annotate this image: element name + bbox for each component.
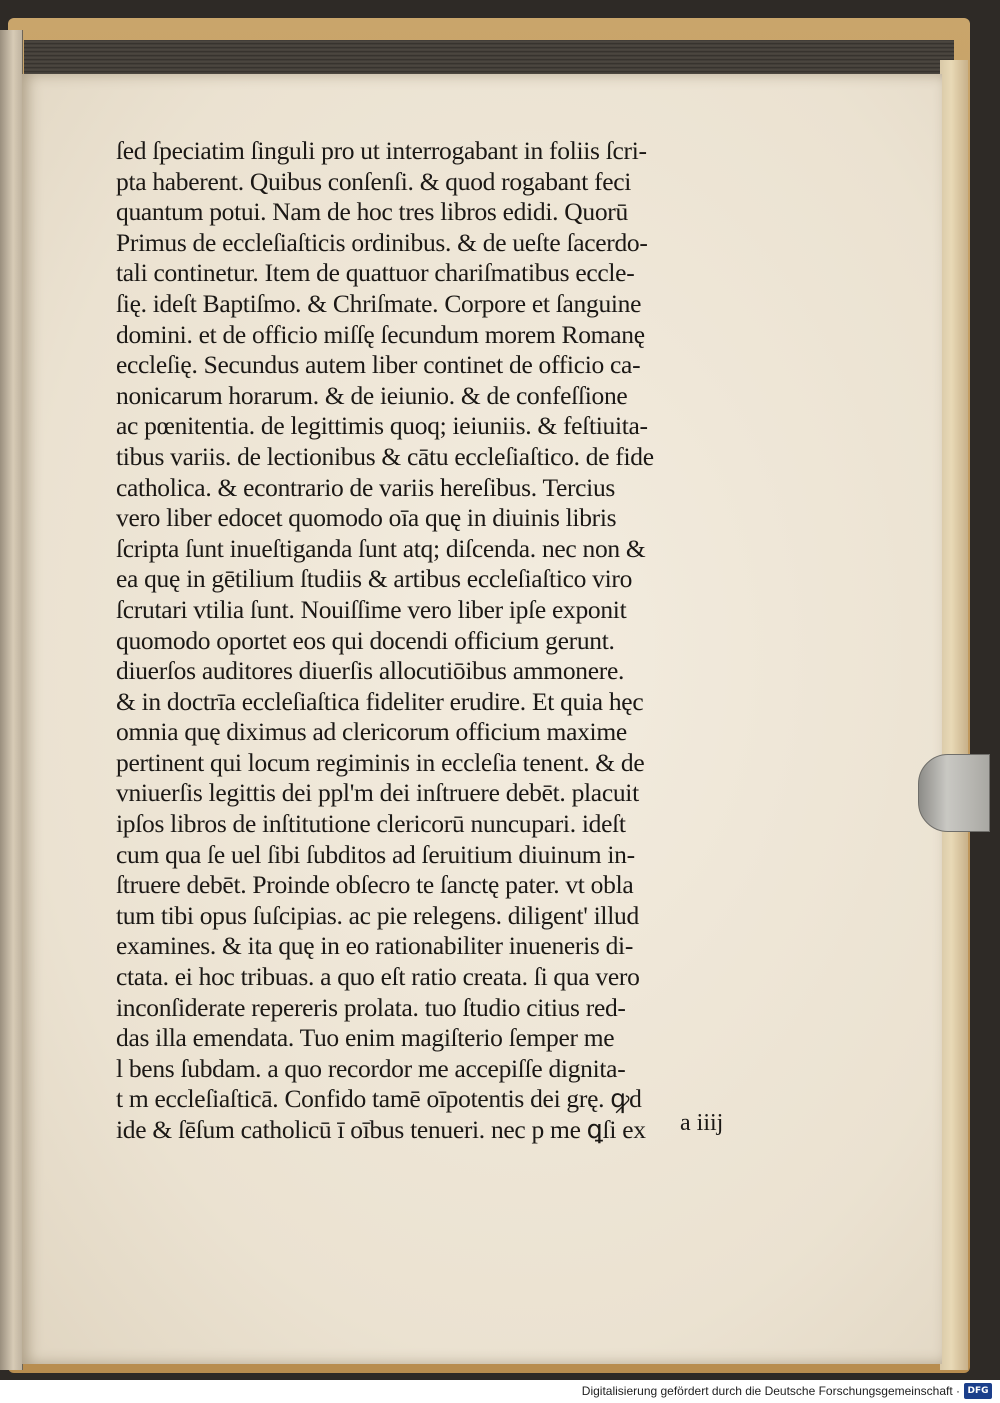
text-line: Primus de eccleſiaſticis ordinibus. & de ueſte ſacerdo- (116, 227, 648, 257)
text-line: quomodo oportet eos qui docendi officium gerunt. (116, 625, 615, 655)
text-line: omnia quę diximus ad clericorum officium maxime (116, 717, 627, 747)
text-line: catholica. & econtrario de variis hereſibus. Tercius (116, 472, 616, 502)
text-line: ide & ſēſum catholicū ī oībus tenueri. nec p me ꝗſi ex (116, 1115, 646, 1144)
text-line: ctata. ei hoc tribuas. a quo eſt ratio creata. ſi qua vero (116, 962, 640, 992)
text-line: ea quę in gētilium ſtudiis & artibus eccleſiaſtico viro (116, 564, 633, 594)
text-line: examines. & ita quę in eo rationabiliter inueneris di- (116, 931, 634, 961)
text-line: ſtruere debēt. Proinde obſecro te ſanctę pater. vt obla (116, 870, 634, 900)
text-line: nonicarum horarum. & de ieiunio. & de confeſſione (116, 380, 628, 410)
text-line: das illa emendata. Tuo enim magiſterio ſemper me (116, 1023, 615, 1053)
footer-bar (0, 1380, 1000, 1403)
text-line: ipſos libros de inſtitutione clericorū nuncupari. ideſt (116, 809, 626, 839)
signature-mark: a iiij (680, 1110, 724, 1136)
text-line: domini. et de officio miſſę ſecundum morem Romanę (116, 319, 645, 349)
text-line: ſed ſpeciatim ſinguli pro ut interrogabant in foliis ſcri- (116, 136, 647, 165)
text-line: ſcrutari vtilia ſunt. Nouiſſime vero liber ipſe exponit (116, 594, 627, 624)
text-line: ſię. ideſt Baptiſmo. & Chriſmate. Corpore et ſanguine (116, 288, 642, 318)
text-line: eccleſię. Secundus autem liber continet de officio ca- (116, 350, 641, 380)
text-line: tum tibi opus ſuſcipias. ac pie relegens. diligent' illud (116, 900, 639, 930)
fore-edge (940, 60, 968, 1370)
text-line: vero liber edocet quomodo oīa quę in diuinis libris (116, 503, 617, 533)
text-line: tali continetur. Item de quattuor chariſmatibus eccle- (116, 258, 635, 288)
text-line: l bens ſubdam. a quo recordor me accepiſſe dignita- (116, 1053, 626, 1083)
text-line: ac pœnitentia. de legittimis quoq; ieiuniis. & feſtiuita- (116, 411, 648, 441)
body-text (116, 136, 766, 1146)
text-line: pta haberent. Quibus conſenſi. & quod rogabant feci (116, 166, 632, 196)
text-line: diuerſos auditores diuerſis allocutiōibus ammonere. (116, 656, 625, 686)
text-line: vniuerſis legittis dei ppl'm dei inſtruere debēt. placuit (116, 778, 639, 808)
text-line: quantum potui. Nam de hoc tres libros edidi. Quorū (116, 197, 628, 227)
text-line: t m eccleſiaſticā. Confido tamē oīpotentis dei grę. ꝙd (116, 1084, 642, 1114)
previous-page-edge (0, 30, 23, 1370)
footer-credit: Digitalisierung gefördert durch die Deutsche Forschungsgemeinschaft · (581, 1384, 960, 1398)
text-line: & in doctrīa eccleſiaſtica fideliter erudire. Et quia hęc (116, 686, 644, 716)
text-line: ſcripta ſunt inueſtiganda ſunt atq; diſcenda. nec non & (116, 533, 646, 563)
text-line: pertinent qui locum regiminis in eccleſia tenent. & de (116, 747, 645, 777)
dfg-logo-icon: DFG (964, 1383, 992, 1399)
text-line: tibus variis. de lectionibus & cātu eccleſiaſtico. de fide (116, 441, 654, 471)
page-block-edge (24, 40, 954, 78)
text-line: inconſiderate repereris prolata. tuo ſtudio citius red- (116, 992, 626, 1022)
text-line: cum qua ſe uel ſibi ſubditos ad ſeruitium diuinum in- (116, 839, 635, 869)
page-clip (918, 754, 990, 832)
